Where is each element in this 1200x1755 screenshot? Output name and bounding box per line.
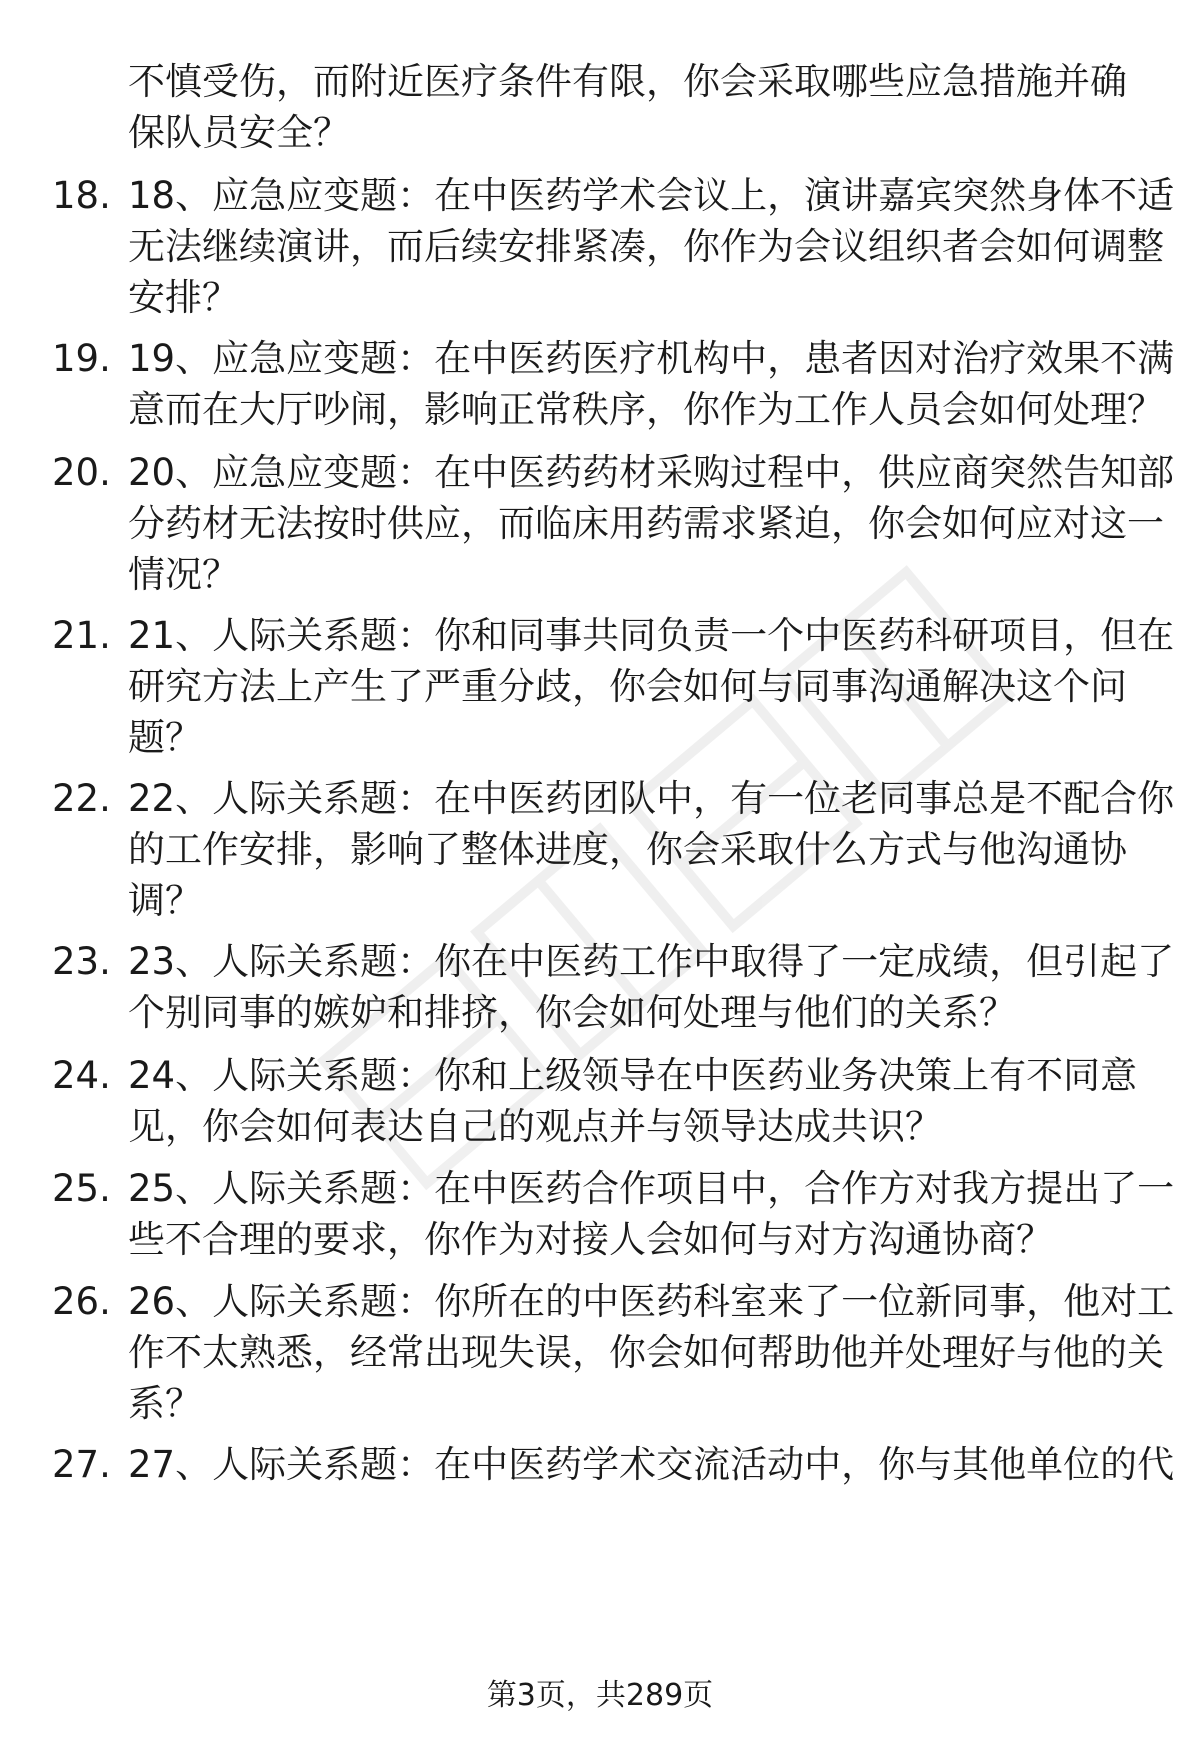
item-number: 19.	[52, 337, 111, 380]
item-number: 26.	[52, 1280, 111, 1323]
item-number: 18.	[52, 174, 111, 217]
item-text: 19、应急应变题：在中医药医疗机构中，患者因对治疗效果不满意而在大厅吵闹，影响正常秩序，你作为工作人员会如何处理？	[128, 337, 1175, 431]
item-number: 24.	[52, 1054, 111, 1097]
item-number: 27.	[52, 1443, 111, 1486]
item-text: 23、人际关系题：你在中医药工作中取得了一定成绩，但引起了个别同事的嫉妒和排挤，你会如何处理与他们的关系？	[128, 940, 1175, 1034]
item-text: 24、人际关系题：你和上级领导在中医药业务决策上有不同意见，你会如何表达自己的观点并与领导达成共识？	[128, 1054, 1138, 1148]
item-text: 20、应急应变题：在中医药药材采购过程中，供应商突然告知部分药材无法按时供应，而临床用药需求紧迫，你会如何应对这一情况？	[128, 451, 1175, 596]
item-number: 21.	[52, 614, 111, 657]
item-number: 20.	[52, 451, 111, 494]
item-number: 25.	[52, 1167, 111, 1210]
item-number: 22.	[52, 777, 111, 820]
item-text: 27、人际关系题：在中医药学术交流活动中，你与其他单位的代	[128, 1443, 1175, 1486]
continued-text: 不慎受伤，而附近医疗条件有限，你会采取哪些应急措施并确保队员安全？	[128, 60, 1127, 154]
item-text: 26、人际关系题：你所在的中医药科室来了一位新同事，他对工作不太熟悉，经常出现失误，你会如何帮助他并处理好与他的关系？	[128, 1280, 1175, 1425]
item-text: 22、人际关系题：在中医药团队中，有一位老同事总是不配合你的工作安排，影响了整体进度，你会采取什么方式与他沟通协调？	[128, 777, 1175, 922]
item-text: 21、人际关系题：你和同事共同负责一个中医药科研项目，但在研究方法上产生了严重分歧，你会如何与同事沟通解决这个问题？	[128, 614, 1175, 759]
page-footer: 第3页，共289页	[486, 1678, 714, 1713]
item-text: 18、应急应变题：在中医药学术会议上，演讲嘉宾突然身体不适无法继续演讲，而后续安排紧凑，你作为会议组织者会如何调整安排？	[128, 174, 1175, 319]
item-number: 23.	[52, 940, 111, 983]
item-text: 25、人际关系题：在中医药合作项目中，合作方对我方提出了一些不合理的要求，你作为对接人会如何与对方沟通协商？	[128, 1167, 1175, 1261]
